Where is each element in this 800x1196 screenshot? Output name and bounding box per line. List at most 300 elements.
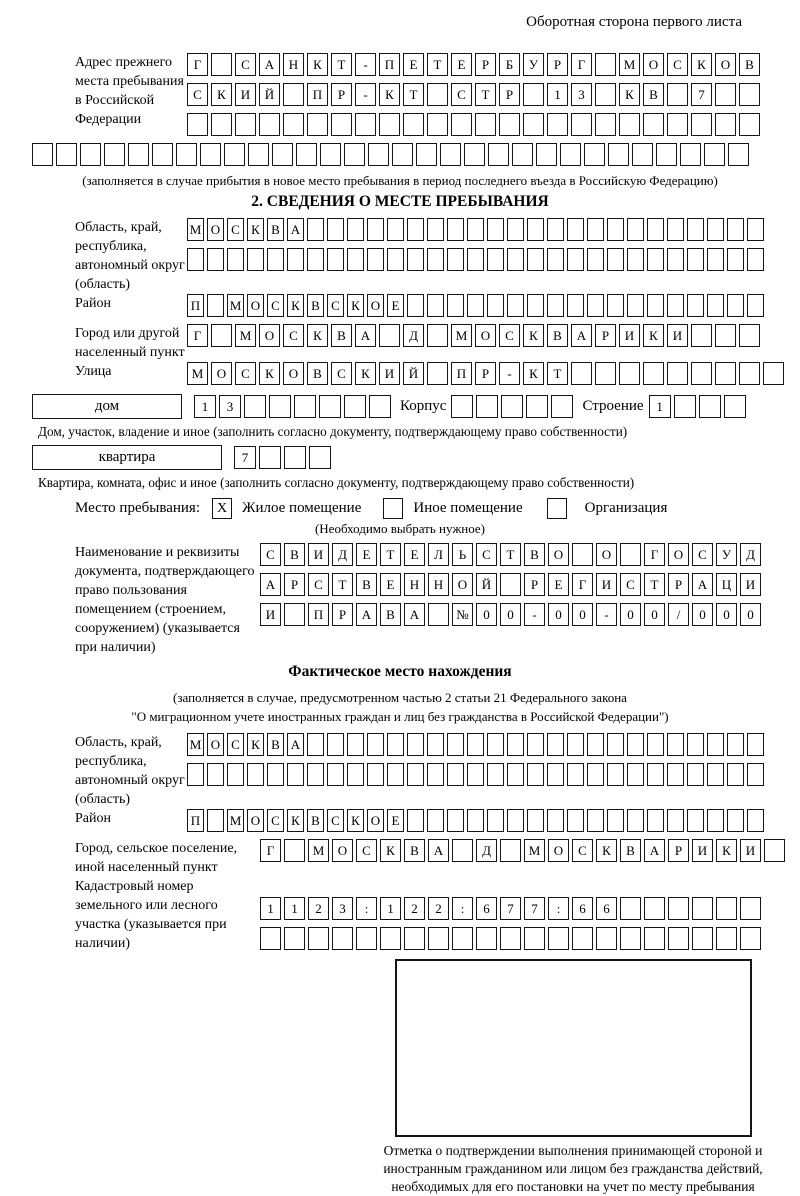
char-cell bbox=[707, 218, 724, 241]
cadastral-label: Кадастровый номер земельного или лесного участка (указывается при наличии) bbox=[75, 879, 227, 951]
char-cell bbox=[607, 809, 624, 832]
char-cell bbox=[644, 897, 665, 920]
char-cell: М bbox=[619, 53, 640, 76]
char-cell: А bbox=[259, 53, 280, 76]
checkbox-other-premises bbox=[383, 498, 403, 519]
char-cell bbox=[227, 763, 244, 786]
fact-district-block bbox=[30, 809, 770, 839]
char-cell bbox=[547, 763, 564, 786]
char-cell: Т bbox=[403, 83, 424, 106]
char-cell bbox=[387, 248, 404, 271]
district-block bbox=[30, 294, 770, 324]
char-cell bbox=[440, 143, 461, 166]
char-cell: Д bbox=[476, 839, 497, 862]
char-cell: В bbox=[524, 543, 545, 566]
char-cell: Г bbox=[644, 543, 665, 566]
char-cell: С bbox=[227, 218, 244, 241]
actual-location-note-2: "О миграционном учете иностранных граждан и лиц без гражданства в Российской Федерации") bbox=[131, 709, 669, 724]
option-other-premises-label: Иное помещение bbox=[413, 500, 523, 516]
char-cell bbox=[427, 362, 448, 385]
char-cell: Р bbox=[547, 53, 568, 76]
place-type-block bbox=[75, 498, 770, 519]
char-cell: Д bbox=[740, 543, 761, 566]
char-cell: С bbox=[235, 53, 256, 76]
char-cell: Е bbox=[404, 543, 425, 566]
char-cell: К bbox=[307, 324, 328, 347]
char-cell bbox=[527, 294, 544, 317]
char-cell bbox=[715, 324, 736, 347]
char-cell: О bbox=[643, 53, 664, 76]
char-cell: А bbox=[404, 603, 425, 626]
char-cell bbox=[547, 809, 564, 832]
char-cell: Т bbox=[331, 53, 352, 76]
char-cell bbox=[727, 248, 744, 271]
cadastral-block bbox=[30, 877, 770, 957]
char-cell bbox=[687, 294, 704, 317]
char-cell bbox=[607, 763, 624, 786]
char-cell: С bbox=[476, 543, 497, 566]
char-cell bbox=[128, 143, 149, 166]
stamp-note: Отметка о подтверждении выполнения принимающей стороной и иностранным гражданином или лицом без гражданства действий, необходимых для его постановки на учет по месту пребывания bbox=[383, 1143, 763, 1194]
char-cell bbox=[368, 143, 389, 166]
char-cell: М bbox=[187, 218, 204, 241]
char-cell bbox=[347, 218, 364, 241]
char-cell bbox=[307, 248, 324, 271]
char-cell bbox=[407, 763, 424, 786]
char-cell: 1 bbox=[260, 897, 281, 920]
char-cell bbox=[187, 113, 208, 136]
char-cell: О bbox=[475, 324, 496, 347]
char-cell: Т bbox=[380, 543, 401, 566]
char-cell: Т bbox=[500, 543, 521, 566]
char-cell: С bbox=[283, 324, 304, 347]
apartment-note: Квартира, комната, офис и иное (заполнить согласно документу, подтверждающему право собственности) bbox=[38, 475, 635, 490]
char-cell: 1 bbox=[194, 395, 216, 418]
char-cell bbox=[367, 733, 384, 756]
city-block bbox=[30, 324, 770, 362]
char-cell bbox=[487, 809, 504, 832]
char-cell: О bbox=[452, 573, 473, 596]
char-cell: А bbox=[287, 218, 304, 241]
char-cell bbox=[739, 113, 760, 136]
char-cell bbox=[344, 395, 366, 418]
char-cell bbox=[571, 362, 592, 385]
region-row-2 bbox=[187, 248, 764, 271]
char-cell bbox=[526, 395, 548, 418]
char-cell: М bbox=[227, 294, 244, 317]
char-cell: С bbox=[572, 839, 593, 862]
char-cell bbox=[572, 927, 593, 950]
char-cell: О bbox=[259, 324, 280, 347]
char-cell: С bbox=[356, 839, 377, 862]
region-label: Область, край, республика, автономный округ (область) bbox=[75, 220, 185, 292]
char-cell: И bbox=[308, 543, 329, 566]
char-cell bbox=[699, 395, 721, 418]
char-cell bbox=[379, 324, 400, 347]
char-cell: Г bbox=[187, 324, 208, 347]
char-cell: С bbox=[260, 543, 281, 566]
char-cell bbox=[428, 927, 449, 950]
char-cell bbox=[356, 927, 377, 950]
prev-address-block bbox=[30, 53, 770, 143]
char-cell: О bbox=[332, 839, 353, 862]
char-cell bbox=[647, 809, 664, 832]
char-cell: К bbox=[247, 733, 264, 756]
char-cell: П bbox=[308, 603, 329, 626]
char-cell: А bbox=[692, 573, 713, 596]
char-cell bbox=[627, 218, 644, 241]
char-cell bbox=[667, 809, 684, 832]
char-cell bbox=[404, 927, 425, 950]
char-cell: Ь bbox=[452, 543, 473, 566]
char-cell bbox=[447, 294, 464, 317]
char-cell bbox=[667, 763, 684, 786]
char-cell bbox=[416, 143, 437, 166]
char-cell: В bbox=[267, 218, 284, 241]
char-cell: К bbox=[307, 53, 328, 76]
char-cell: : bbox=[356, 897, 377, 920]
char-cell: 2 bbox=[404, 897, 425, 920]
document-label: Наименование и реквизиты документа, подтверждающего право пользования помещением (строением, сооружением) (указывается при наличии) bbox=[75, 545, 255, 655]
char-cell bbox=[152, 143, 173, 166]
char-cell bbox=[467, 218, 484, 241]
street-block bbox=[30, 362, 770, 392]
char-cell bbox=[643, 362, 664, 385]
char-cell: 6 bbox=[476, 897, 497, 920]
char-cell: П bbox=[379, 53, 400, 76]
char-cell bbox=[187, 248, 204, 271]
char-cell: К bbox=[596, 839, 617, 862]
char-cell bbox=[344, 143, 365, 166]
char-cell bbox=[595, 53, 616, 76]
char-cell: 3 bbox=[219, 395, 241, 418]
char-cell bbox=[331, 113, 352, 136]
char-cell: В bbox=[380, 603, 401, 626]
char-cell bbox=[647, 294, 664, 317]
char-cell bbox=[367, 248, 384, 271]
char-cell: - bbox=[524, 603, 545, 626]
char-cell bbox=[447, 763, 464, 786]
char-cell bbox=[176, 143, 197, 166]
char-cell bbox=[619, 362, 640, 385]
char-cell: Р bbox=[284, 573, 305, 596]
char-cell bbox=[447, 218, 464, 241]
char-cell: 0 bbox=[644, 603, 665, 626]
char-cell bbox=[523, 83, 544, 106]
char-cell: - bbox=[355, 83, 376, 106]
prev-address-cells bbox=[187, 53, 760, 143]
stamp-box bbox=[395, 959, 752, 1137]
char-cell bbox=[587, 763, 604, 786]
char-cell bbox=[647, 733, 664, 756]
cadastral-row-2 bbox=[260, 927, 761, 950]
char-cell bbox=[704, 143, 725, 166]
char-cell bbox=[747, 294, 764, 317]
char-cell bbox=[607, 218, 624, 241]
char-cell: 0 bbox=[476, 603, 497, 626]
option-residential-label: Жилое помещение bbox=[242, 500, 362, 516]
char-cell bbox=[507, 248, 524, 271]
char-cell bbox=[319, 395, 341, 418]
char-cell: М bbox=[187, 733, 204, 756]
char-cell bbox=[464, 143, 485, 166]
char-cell bbox=[227, 248, 244, 271]
page-header: Оборотная сторона первого листа bbox=[526, 14, 742, 30]
char-cell bbox=[347, 733, 364, 756]
char-cell: Й bbox=[403, 362, 424, 385]
char-cell bbox=[647, 218, 664, 241]
char-cell bbox=[667, 83, 688, 106]
char-cell bbox=[728, 143, 749, 166]
char-cell bbox=[247, 763, 264, 786]
char-cell: Н bbox=[428, 573, 449, 596]
char-cell: С bbox=[331, 362, 352, 385]
char-cell: О bbox=[247, 809, 264, 832]
char-cell bbox=[547, 113, 568, 136]
char-cell bbox=[500, 573, 521, 596]
char-cell bbox=[467, 733, 484, 756]
document-row-3 bbox=[260, 603, 761, 626]
char-cell: / bbox=[668, 603, 689, 626]
char-cell bbox=[369, 395, 391, 418]
char-cell: Е bbox=[548, 573, 569, 596]
region-cells bbox=[187, 218, 764, 278]
char-cell: О bbox=[211, 362, 232, 385]
char-cell bbox=[547, 218, 564, 241]
char-cell bbox=[327, 763, 344, 786]
char-cell: В bbox=[267, 733, 284, 756]
char-cell: Е bbox=[403, 53, 424, 76]
checkbox-organization bbox=[547, 498, 567, 519]
char-cell: В bbox=[739, 53, 760, 76]
char-cell bbox=[427, 83, 448, 106]
char-cell: П bbox=[451, 362, 472, 385]
char-cell bbox=[427, 218, 444, 241]
prev-address-row-1 bbox=[187, 53, 760, 76]
stroenie-label: Строение bbox=[582, 398, 644, 414]
char-cell bbox=[587, 248, 604, 271]
char-cell: М bbox=[227, 809, 244, 832]
char-cell: С bbox=[667, 53, 688, 76]
char-cell bbox=[687, 763, 704, 786]
char-cell bbox=[269, 395, 291, 418]
char-cell: 0 bbox=[740, 603, 761, 626]
apartment-number-cells bbox=[234, 446, 331, 469]
char-cell: 7 bbox=[691, 83, 712, 106]
char-cell bbox=[447, 809, 464, 832]
char-cell bbox=[527, 248, 544, 271]
char-cell: О bbox=[668, 543, 689, 566]
char-cell bbox=[487, 763, 504, 786]
char-cell bbox=[523, 113, 544, 136]
char-cell bbox=[715, 362, 736, 385]
char-cell bbox=[647, 763, 664, 786]
char-cell: Г bbox=[187, 53, 208, 76]
place-type-note: (Необходимо выбрать нужное) bbox=[314, 521, 486, 536]
char-cell bbox=[476, 395, 498, 418]
char-cell: С bbox=[692, 543, 713, 566]
char-cell: С bbox=[267, 294, 284, 317]
char-cell: Д bbox=[332, 543, 353, 566]
char-cell bbox=[507, 218, 524, 241]
char-cell: У bbox=[716, 543, 737, 566]
char-cell bbox=[104, 143, 125, 166]
char-cell bbox=[260, 927, 281, 950]
char-cell bbox=[691, 362, 712, 385]
char-cell: Е bbox=[451, 53, 472, 76]
char-cell bbox=[674, 395, 696, 418]
char-cell bbox=[560, 143, 581, 166]
fact-region-row-2 bbox=[187, 763, 764, 786]
char-cell bbox=[507, 809, 524, 832]
char-cell: С bbox=[227, 733, 244, 756]
char-cell: В bbox=[307, 294, 324, 317]
char-cell bbox=[627, 733, 644, 756]
char-cell bbox=[608, 143, 629, 166]
char-cell bbox=[668, 897, 689, 920]
char-cell bbox=[488, 143, 509, 166]
char-cell bbox=[567, 218, 584, 241]
house-number-cells bbox=[194, 395, 391, 418]
char-cell bbox=[739, 83, 760, 106]
char-cell bbox=[627, 809, 644, 832]
char-cell bbox=[643, 113, 664, 136]
char-cell bbox=[536, 143, 557, 166]
char-cell: С bbox=[499, 324, 520, 347]
char-cell bbox=[567, 248, 584, 271]
char-cell bbox=[527, 763, 544, 786]
char-cell bbox=[692, 897, 713, 920]
char-cell bbox=[547, 733, 564, 756]
char-cell bbox=[427, 763, 444, 786]
char-cell bbox=[387, 763, 404, 786]
char-cell bbox=[294, 395, 316, 418]
char-cell bbox=[567, 733, 584, 756]
char-cell bbox=[207, 763, 224, 786]
char-cell bbox=[747, 733, 764, 756]
char-cell: - bbox=[499, 362, 520, 385]
char-cell bbox=[512, 143, 533, 166]
char-cell bbox=[308, 927, 329, 950]
char-cell: 3 bbox=[571, 83, 592, 106]
char-cell bbox=[392, 143, 413, 166]
char-cell bbox=[284, 927, 305, 950]
char-cell bbox=[716, 927, 737, 950]
char-cell bbox=[507, 294, 524, 317]
char-cell bbox=[380, 927, 401, 950]
char-cell: Й bbox=[476, 573, 497, 596]
char-cell bbox=[451, 395, 473, 418]
char-cell bbox=[476, 927, 497, 950]
char-cell: : bbox=[548, 897, 569, 920]
char-cell bbox=[32, 143, 53, 166]
char-cell bbox=[427, 294, 444, 317]
stroenie-cells bbox=[649, 395, 746, 418]
char-cell bbox=[428, 603, 449, 626]
char-cell bbox=[207, 248, 224, 271]
char-cell: Д bbox=[403, 324, 424, 347]
char-cell: В bbox=[547, 324, 568, 347]
char-cell: М bbox=[308, 839, 329, 862]
char-cell bbox=[309, 446, 331, 469]
char-cell: К bbox=[247, 218, 264, 241]
char-cell: Б bbox=[499, 53, 520, 76]
district-row bbox=[187, 294, 764, 317]
char-cell bbox=[307, 733, 324, 756]
char-cell bbox=[680, 143, 701, 166]
char-cell bbox=[567, 294, 584, 317]
fact-region-row-1 bbox=[187, 733, 764, 756]
char-cell: Е bbox=[387, 294, 404, 317]
char-cell: А bbox=[287, 733, 304, 756]
char-cell: В bbox=[643, 83, 664, 106]
char-cell bbox=[347, 248, 364, 271]
char-cell bbox=[763, 362, 784, 385]
char-cell: О bbox=[283, 362, 304, 385]
char-cell bbox=[244, 395, 266, 418]
char-cell bbox=[687, 248, 704, 271]
char-cell bbox=[307, 763, 324, 786]
char-cell bbox=[307, 113, 328, 136]
char-cell bbox=[620, 543, 641, 566]
char-cell bbox=[327, 733, 344, 756]
char-cell bbox=[407, 294, 424, 317]
char-cell: А bbox=[260, 573, 281, 596]
char-cell: И bbox=[235, 83, 256, 106]
char-cell: Е bbox=[387, 809, 404, 832]
char-cell: 6 bbox=[572, 897, 593, 920]
char-cell bbox=[284, 446, 306, 469]
char-cell: У bbox=[523, 53, 544, 76]
char-cell bbox=[620, 927, 641, 950]
char-cell: П bbox=[307, 83, 328, 106]
char-cell bbox=[607, 733, 624, 756]
document-block bbox=[30, 543, 770, 657]
char-cell bbox=[248, 143, 269, 166]
char-cell: М bbox=[524, 839, 545, 862]
char-cell: В bbox=[284, 543, 305, 566]
prev-address-row-4 bbox=[32, 143, 770, 166]
char-cell bbox=[407, 218, 424, 241]
house-type-box: дом bbox=[32, 394, 182, 419]
char-cell bbox=[347, 763, 364, 786]
house-note: Дом, участок, владение и иное (заполнить согласно документу, подтверждающему право собственности) bbox=[38, 424, 628, 439]
char-cell bbox=[668, 927, 689, 950]
char-cell: Р bbox=[595, 324, 616, 347]
char-cell bbox=[739, 362, 760, 385]
char-cell: К bbox=[523, 362, 544, 385]
char-cell: К bbox=[691, 53, 712, 76]
char-cell bbox=[447, 248, 464, 271]
char-cell bbox=[527, 733, 544, 756]
char-cell bbox=[764, 839, 785, 862]
char-cell: И bbox=[692, 839, 713, 862]
char-cell bbox=[587, 733, 604, 756]
prev-address-note: (заполняется в случае прибытия в новое место пребывания в период последнего въезда в Российскую Федерацию) bbox=[82, 173, 718, 188]
char-cell: К bbox=[643, 324, 664, 347]
char-cell bbox=[627, 248, 644, 271]
char-cell: О bbox=[247, 294, 264, 317]
char-cell bbox=[587, 218, 604, 241]
char-cell: К bbox=[347, 294, 364, 317]
char-cell bbox=[595, 83, 616, 106]
char-cell: П bbox=[187, 809, 204, 832]
char-cell: Н bbox=[404, 573, 425, 596]
char-cell: Р bbox=[475, 362, 496, 385]
char-cell: И bbox=[740, 839, 761, 862]
korpus-cells bbox=[451, 395, 573, 418]
char-cell bbox=[707, 809, 724, 832]
